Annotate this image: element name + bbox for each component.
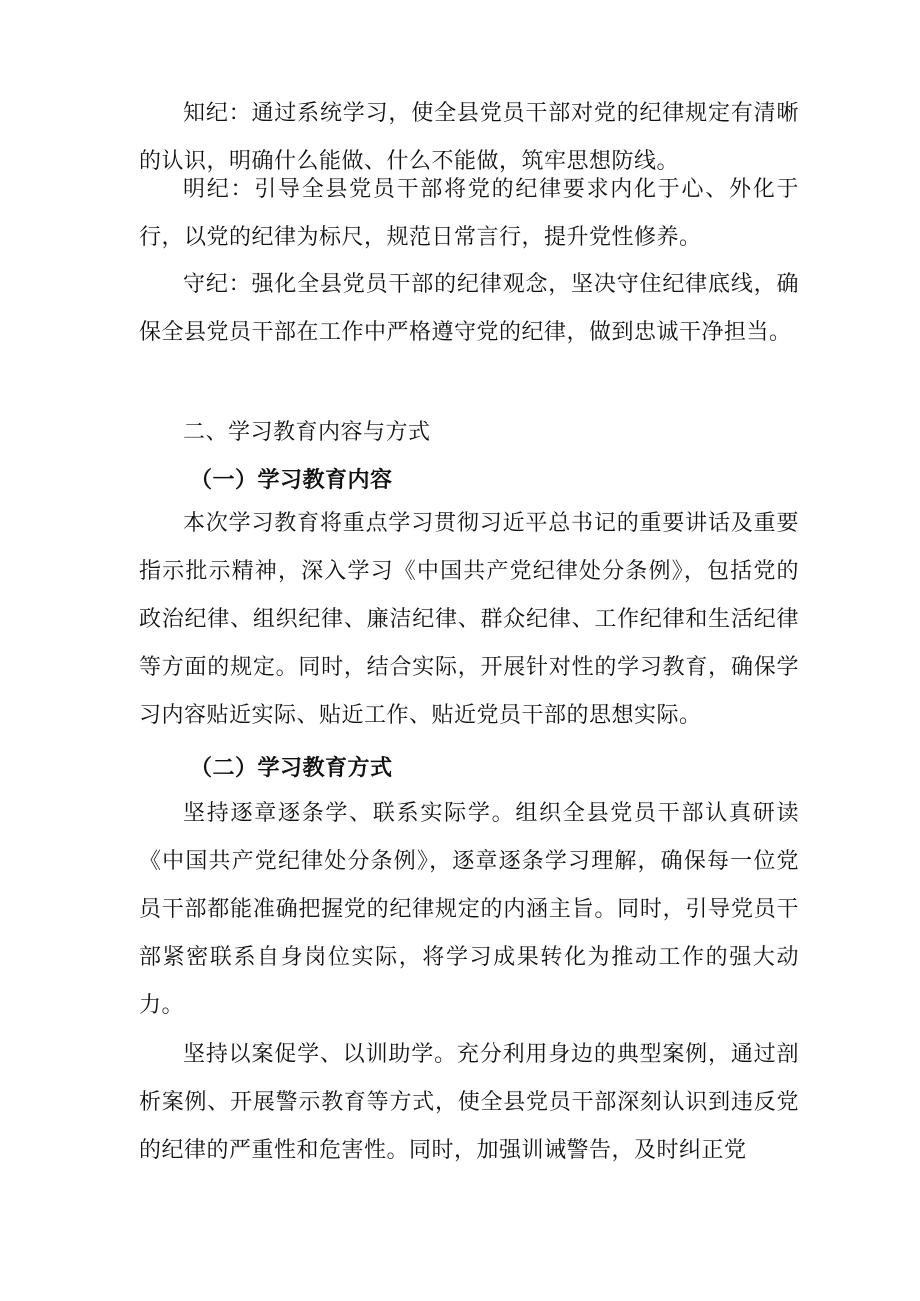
subsection-2-title: （二）学习教育方式 — [190, 755, 393, 781]
section-heading: 二、学习教育内容与方式 — [183, 420, 431, 445]
paragraph-method-1: 坚持逐章逐条学、联系实际学。组织全县党员干部认真研读《中国共产党纪律处分条例》，逐章逐条学习理解，确保每一位党员干部都能准确把握党的纪律规定的内涵主旨。同时，引导党员干部紧密联系自身岗位实际，将学习成果转化为推动工作的强大动力。 — [139, 801, 799, 1018]
subsection-1-title: （一）学习教育内容 — [190, 467, 393, 493]
paragraph-content: 本次学习教育将重点学习贯彻习近平总书记的重要讲话及重要指示批示精神，深入学习《中国共产党纪律处分条例》，包括党的政治纪律、组织纪律、廉洁纪律、群众纪律、工作纪律和生活纪律等方面的规定。同时，结合实际，开展针对性的学习教育，确保学习内容贴近实际、贴近工作、贴近党员干部的思想实际。 — [139, 511, 799, 728]
paragraph-mingji: 明纪：引导全县党员干部将党的纪律要求内化于心、外化于行，以党的纪律为标尺，规范日常言行，提升党性修养。 — [139, 177, 799, 250]
paragraph-method-2: 坚持以案促学、以训助学。充分利用身边的典型案例，通过剖析案例、开展警示教育等方式，使全县党员干部深刻认识到违反党的纪律的严重性和危害性。同时，加强训诫警告，及时纠正党 — [139, 1042, 799, 1163]
paragraph-shouji: 守纪：强化全县党员干部的纪律观念，坚决守住纪律底线，确保全县党员干部在工作中严格遵守党的纪律，做到忠诚干净担当。 — [139, 272, 799, 345]
paragraph-zhiji: 知纪：通过系统学习，使全县党员干部对党的纪律规定有清晰的认识，明确什么能做、什么不能做，筑牢思想防线。 — [139, 101, 799, 174]
